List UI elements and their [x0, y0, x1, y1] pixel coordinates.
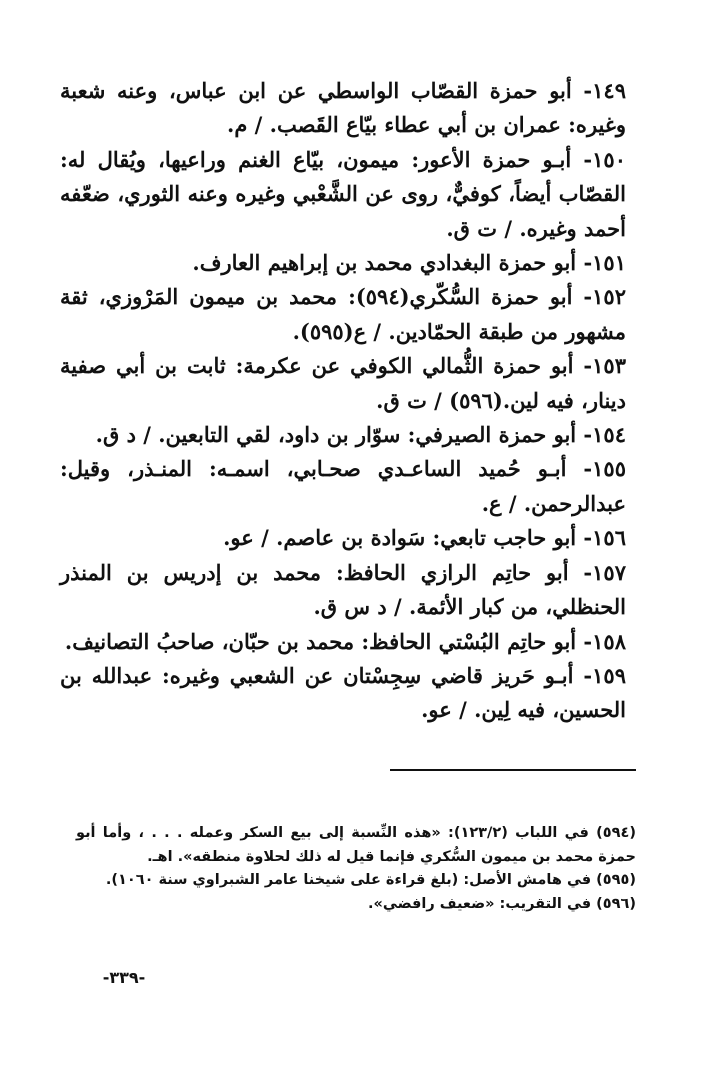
footnote-596: (٥٩٦) في التقريب: «ضعيف رافضي».: [368, 895, 636, 912]
entry-153: ١٥٣- أبو حمزة الثُّمالي الكوفي عن عكرمة: ثابت بن أبي صفية دينار، فيه لين.(٥٩٦) / ت ق.: [60, 353, 626, 413]
footnote-595: (٥٩٥) في هامش الأصل: (بلغ قراءة على شيخنا عامر الشبراوي سنة ١٠٦٠).: [105, 872, 636, 888]
footnote-594: (٥٩٤) في اللباب (١٢٣/٢): «هذه النِّسبة إلى بيع السكر وعمله . . . ، وأما أبو حمزة محمد بن ميمون السُّكري فإنما قيل له ذلك لحلاوة منطقه». اهـ.: [76, 825, 636, 865]
page-number: -٣٣٩-: [102, 968, 146, 987]
entry-149: ١٤٩- أبو حمزة القصّاب الواسطي عن ابن عباس، وعنه شعبة وغيره: عمران بن أبي عطاء بيّاع القَصب. / م.: [60, 78, 626, 138]
entry-157: ١٥٧- أبو حاتِم الرازي الحافظ: محمد بن إدريس بن المنذر الحنظلي، من كبار الأئمة. / د س ق.: [60, 559, 626, 620]
entry-151: ١٥١- أبو حمزة البغدادي محمد بن إبراهيم العارف.: [192, 250, 626, 276]
entry-159: ١٥٩- أبـو حَريز قاضي سِجِسْتان عن الشعبي وغيره: عبدالله بن الحسين، فيه لِين. / عو.: [60, 662, 626, 723]
footnote-separator: [390, 769, 636, 771]
entry-152: ١٥٢- أبو حمزة السُّكّري(٥٩٤): محمد بن ميمون المَرْوزي، ثقة مشهور من طبقة الحمّادين. / ع(٥٩٥).: [60, 284, 626, 344]
footnotes: [76, 822, 636, 916]
biography-entries: [60, 74, 626, 728]
entry-150: ١٥٠- أبـو حمزة الأعور: ميمون، بيّاع الغنم وراعيها، ويُقال له: القصّاب أيضاً، كوفيٌّ، روى عن الشَّعْبي وغيره وعنه الثوري، ضعّفه أحمد وغيره. / ت ق.: [60, 146, 626, 241]
entry-154: ١٥٤- أبو حمزة الصيرفي: سوّار بن داود، لقي التابعين. / د ق.: [95, 422, 626, 448]
entry-156: ١٥٦- أبو حاجب تابعي: سَوادة بن عاصم. / عو.: [223, 525, 626, 551]
entry-155: ١٥٥- أبـو حُميد الساعـدي صحـابي، اسمـه: المنـذر، وقيل: عبدالرحمن. / ع.: [60, 456, 626, 516]
entry-158: ١٥٨- أبو حاتِم البُسْتي الحافظ: محمد بن حبّان، صاحبُ التصانيف.: [64, 628, 626, 654]
